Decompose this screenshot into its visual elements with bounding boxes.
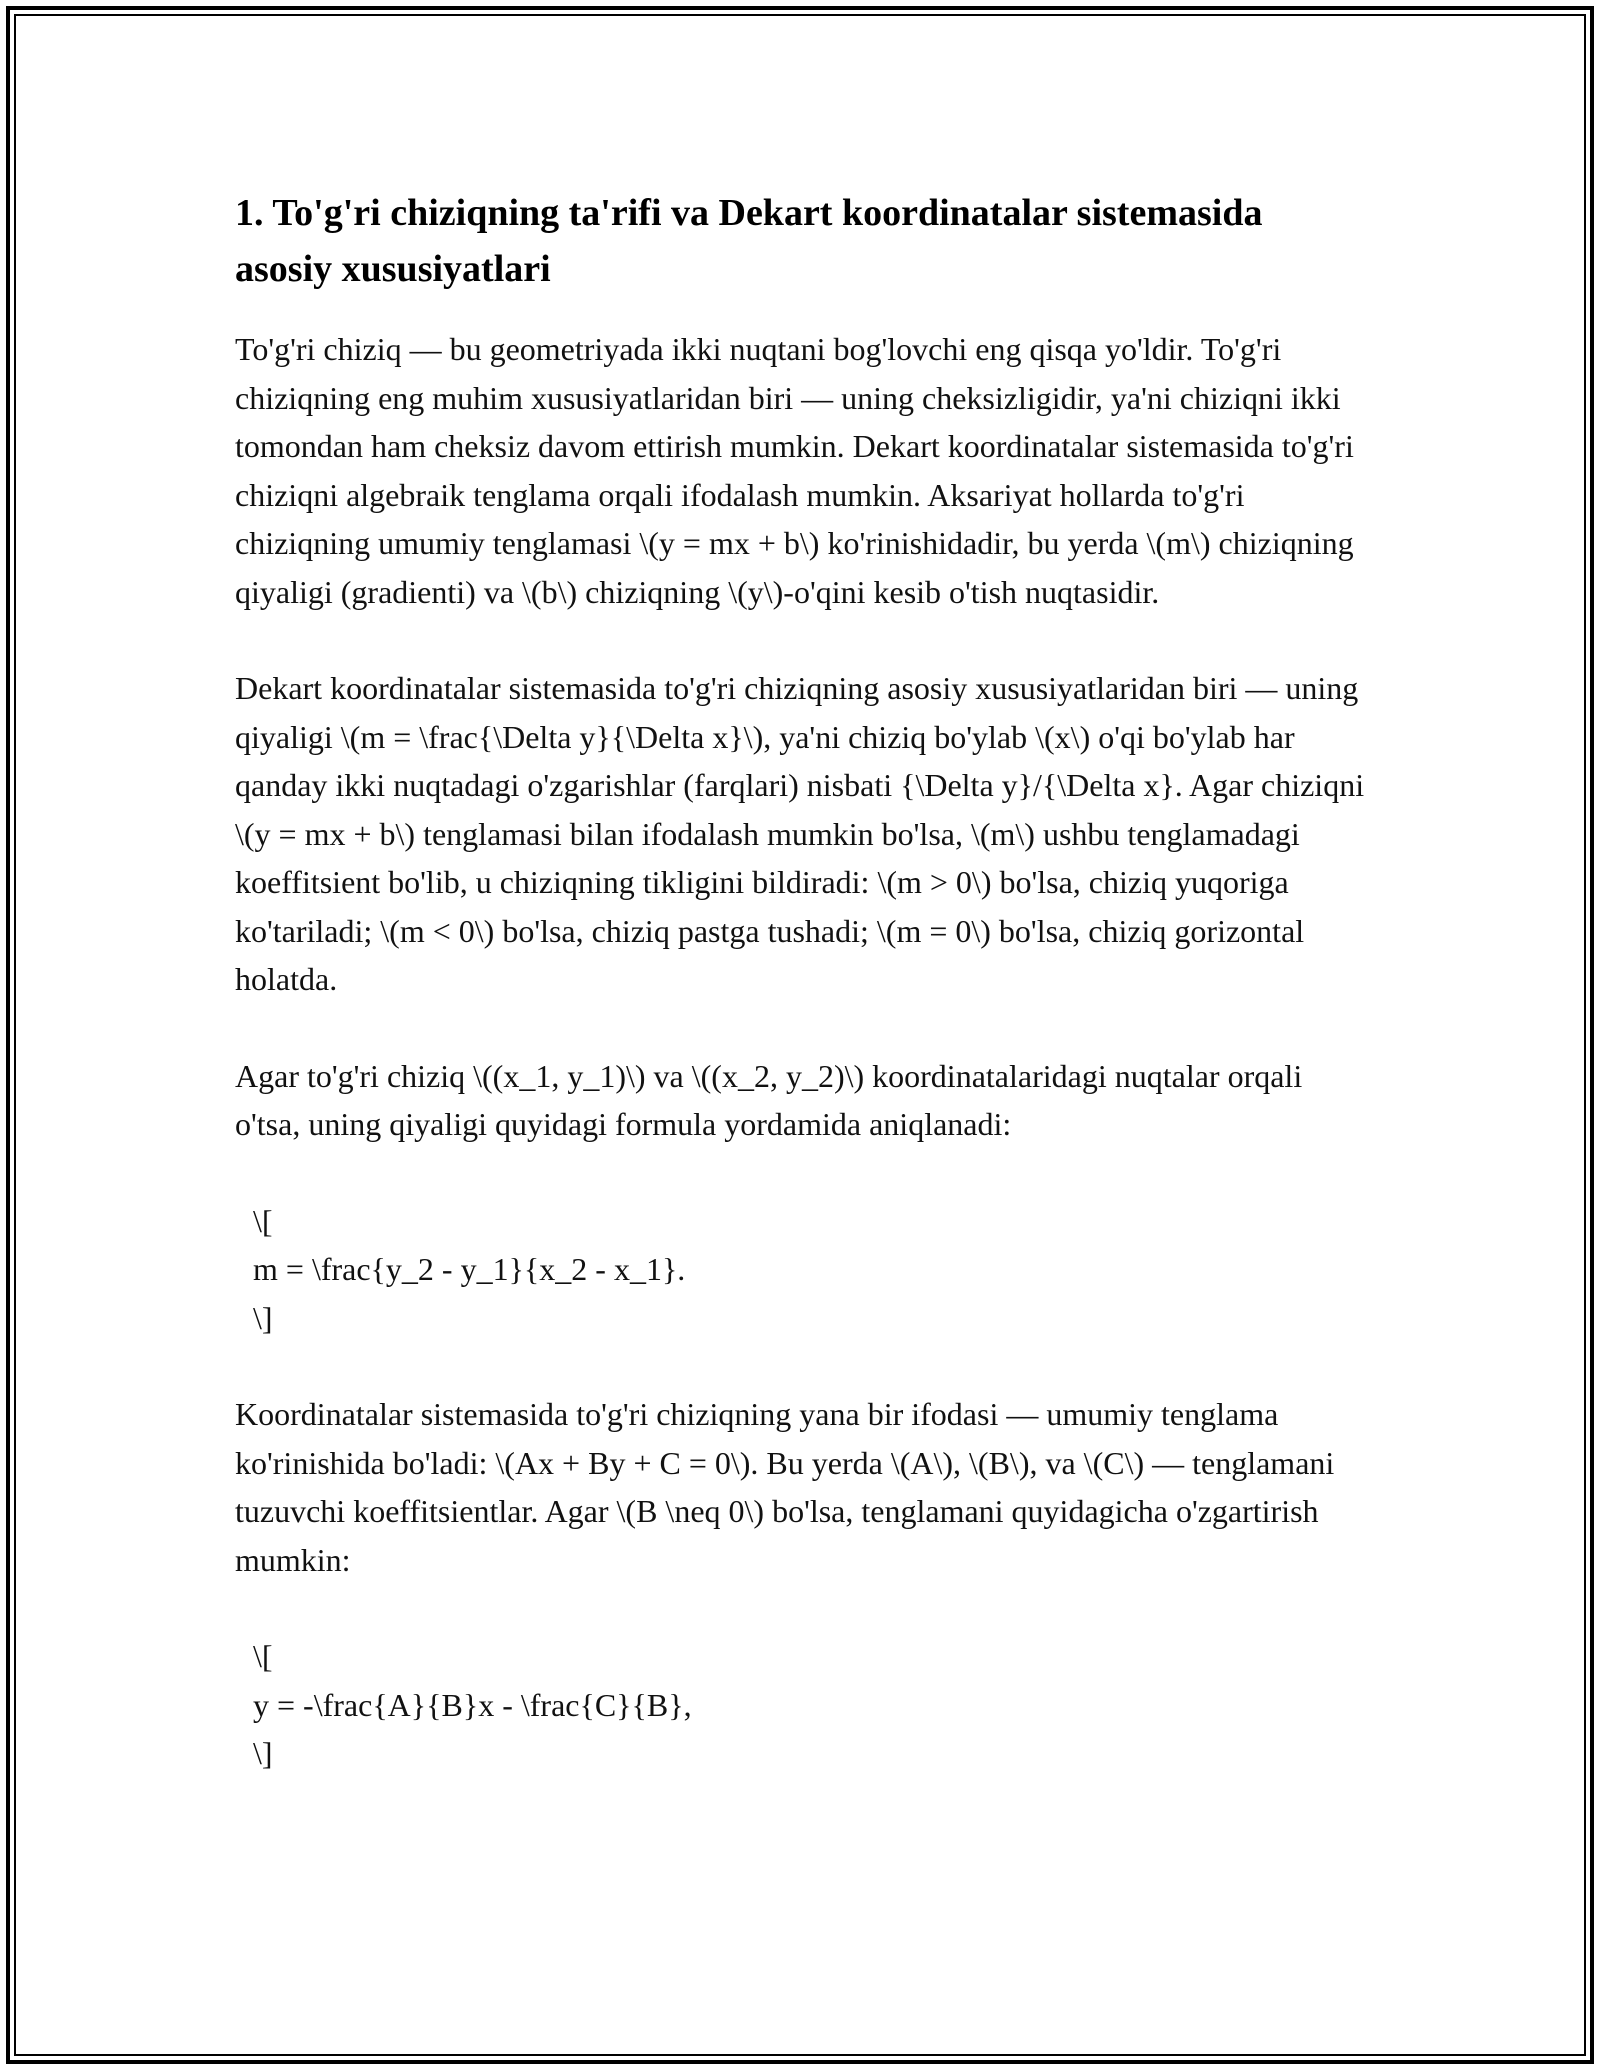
formula-close-delimiter: \]	[253, 1299, 273, 1336]
paragraph-definition: To'g'ri chiziq — bu geometriyada ikki nuqtani bog'lovchi eng qisqa yo'ldir. To'g'ri chiziqning eng muhim xususiyatlaridan biri — uning cheksizligidir, ya'ni chiziqni ikki tomondan ham cheksiz davom ettirish mumkin. Dekart koordinatalar sistemasida to'g'ri chiziqni algebraik tenglama orqali ifodalash mumkin. Aksariyat hollarda to'g'ri chiziqning umumiy tenglamasi \(y = mx + b\) ko'rinishidadir, bu yerda \(m\) chiziqning qiyaligi (gradienti) va \(b\) chiziqning \(y\)-o'qini kesib o'tish nuqtasidir.	[235, 331, 1354, 610]
formula-body: y = -\frac{A}{B}x - \frac{C}{B},	[253, 1686, 692, 1723]
formula-close-delimiter: \]	[253, 1735, 273, 1771]
formula-open-delimiter: \[	[253, 1638, 273, 1674]
formula-open-delimiter: \[	[253, 1202, 273, 1239]
paragraph-slope-properties: Dekart koordinatalar sistemasida to'g'ri chiziqning asosiy xususiyatlaridan biri — uning qiyaligi \(m = \frac{\Delta y}{\Delta x}\), ya'ni chiziq bo'ylab \(x\) o'qi bo'ylab har qanday ikki nuqtadagi o'zgarishlar (farqlari) nisbati {\Delta y}/{\Delta x}. Agar chiziqni \(y = mx + b\) tenglamasi bilan ifodalash mumkin bo'lsa, \(m\) ushbu tenglamadagi koeffitsient bo'lib, u chiziqning tikligini bildiradi: \(m > 0\) bo'lsa, chiziq yuqoriga ko'tariladi; \(m < 0\) bo'lsa, chiziq pastga tushadi; \(m = 0\) bo'lsa, chiziq gorizontal holatda.	[235, 670, 1365, 997]
paragraph-two-points: Agar to'g'ri chiziq \((x_1, y_1)\) va \((x_2, y_2)\) koordinatalaridagi nuqtalar orqali o'tsa, uning qiyaligi quyidagi formula yordamida aniqlanadi:	[235, 1057, 1303, 1142]
section-heading: 1. To'g'ri chiziqning ta'rifi va Dekart koordinatalar sistemasida asosiy xususiyatlari	[235, 192, 1263, 290]
formula-body: m = \frac{y_2 - y_1}{x_2 - x_1}.	[253, 1251, 686, 1287]
paragraph-general-equation: Koordinatalar sistemasida to'g'ri chiziqning yana bir ifodasi — umumiy tenglama ko'rinishida bo'ladi: \(Ax + By + C = 0\). Bu yerda \(A\), \(B\), va \(C\) — tenglamani tuzuvchi koeffitsientlar. Agar \(B \neq 0\) bo'lsa, tenglamani quyidagicha o'zgartirish mumkin:	[235, 1396, 1335, 1578]
formula-slope-intercept	[253, 1632, 1365, 1778]
formula-slope	[253, 1197, 1365, 1343]
document-body	[235, 185, 1365, 1826]
